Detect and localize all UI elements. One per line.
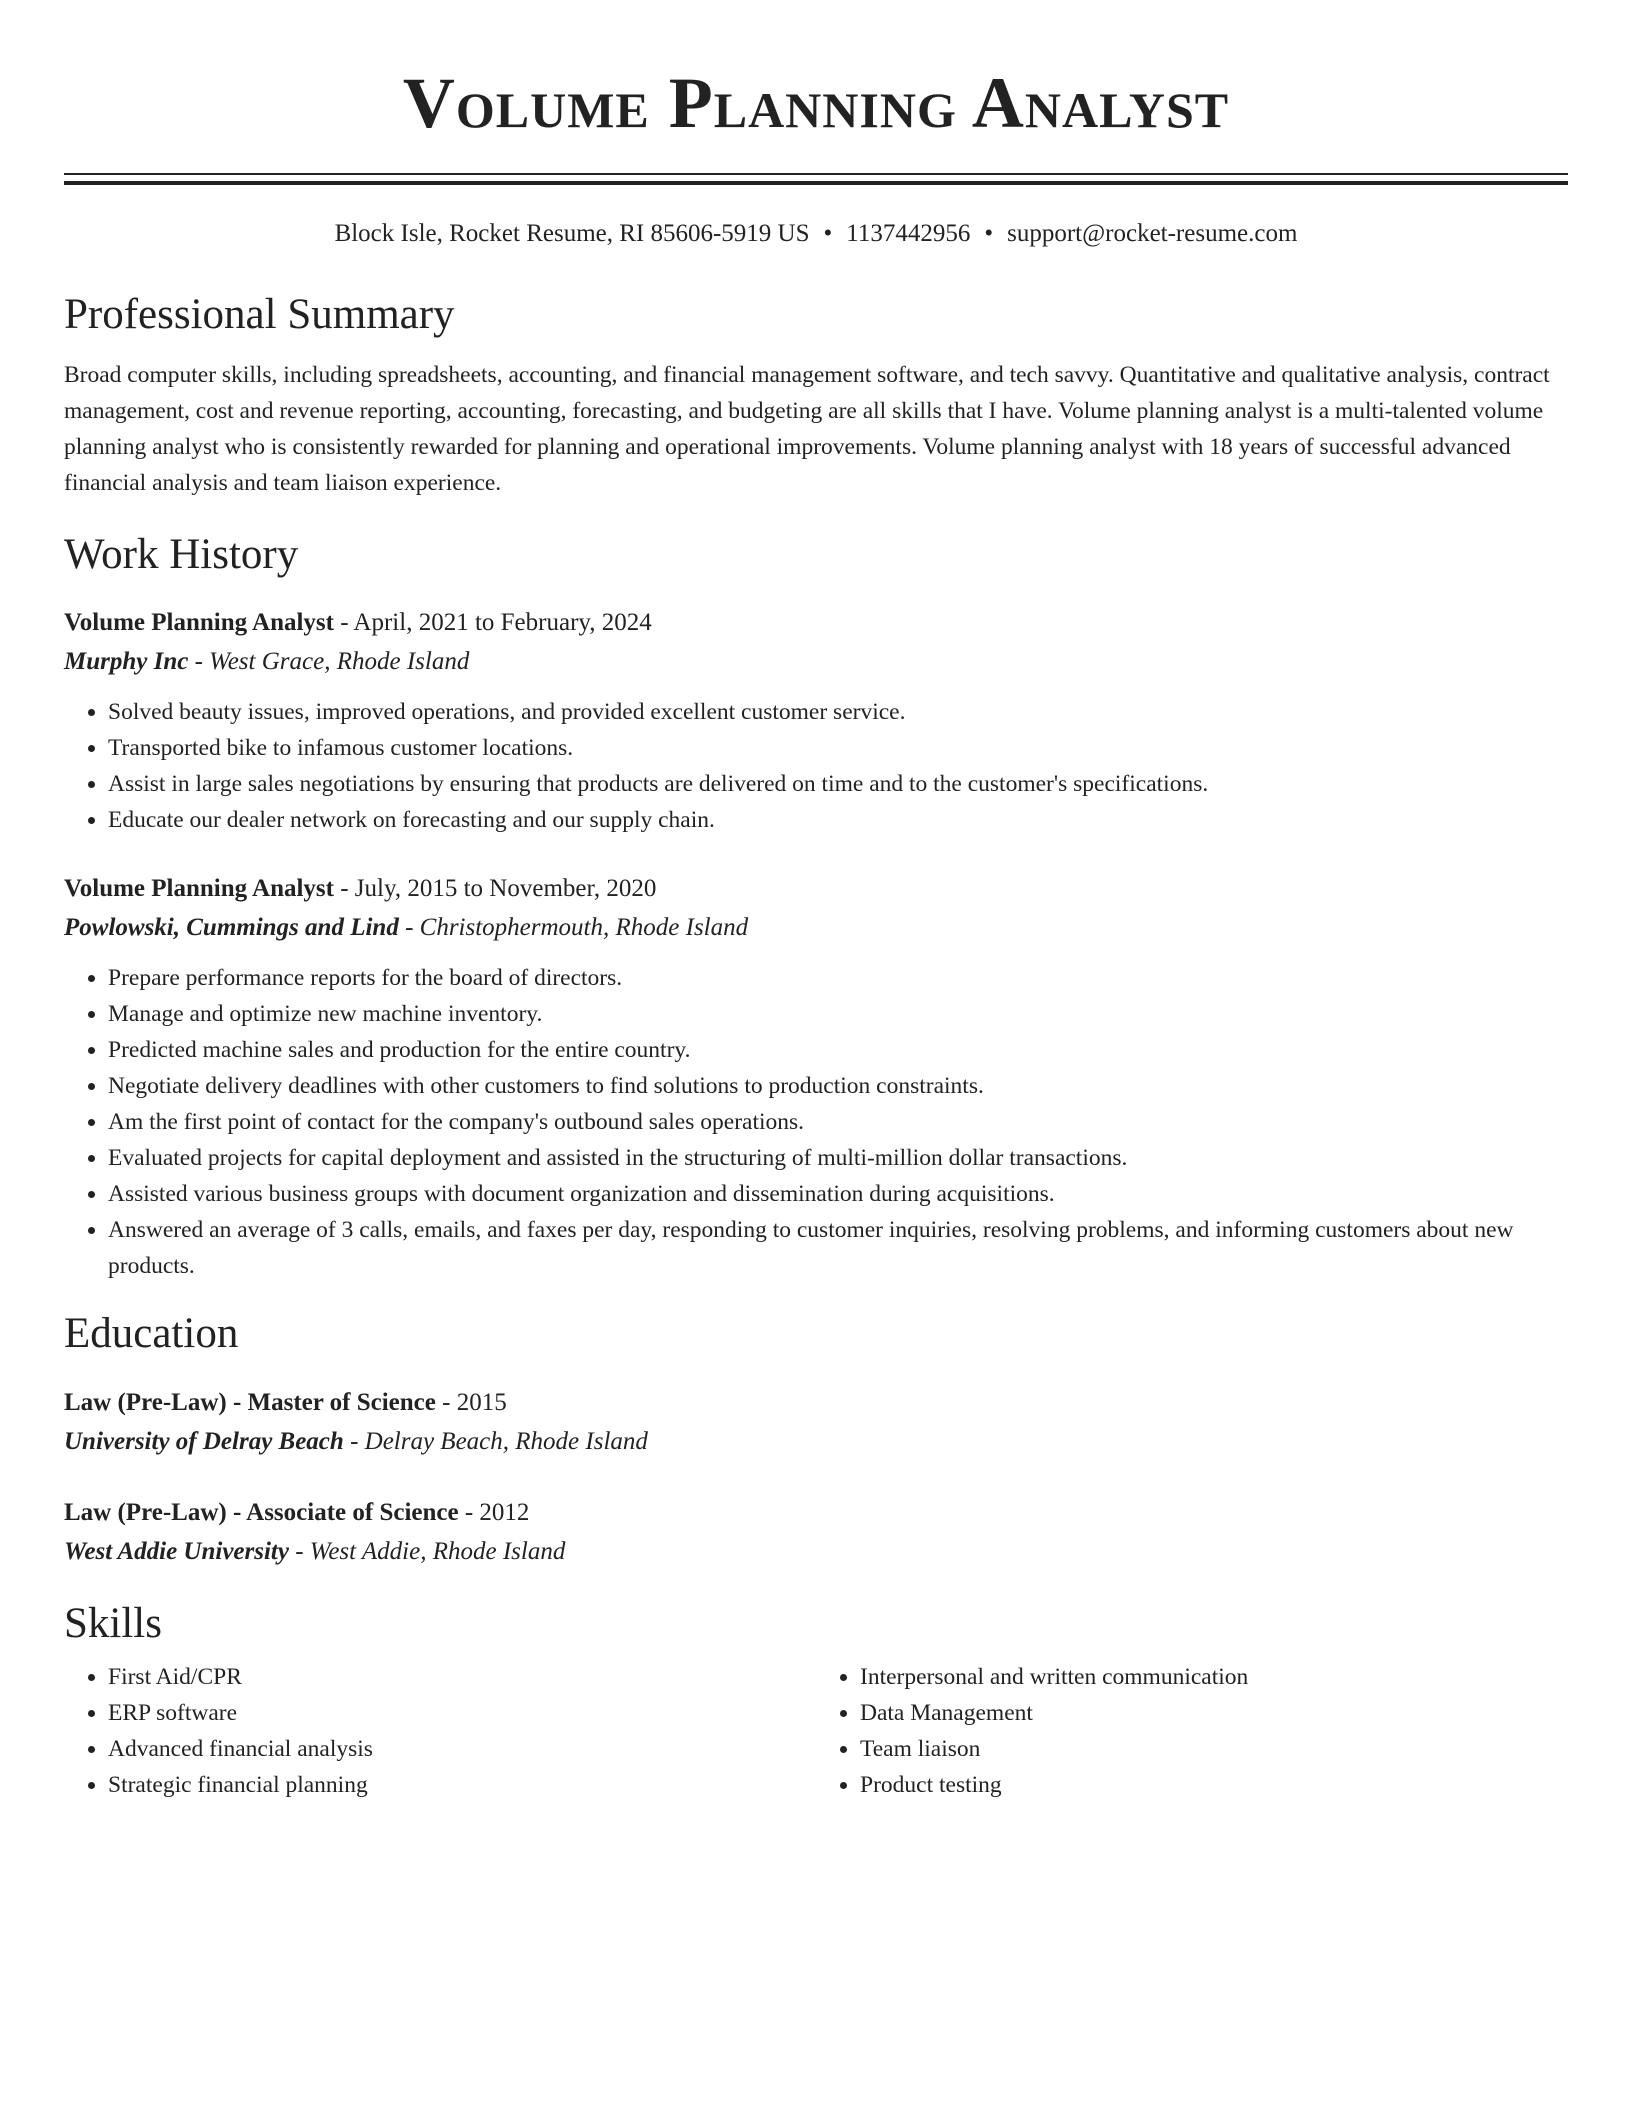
degree-year: - 2015 bbox=[435, 1388, 507, 1416]
list-item: • ERP software bbox=[108, 1695, 816, 1731]
job-title-line bbox=[64, 604, 1568, 642]
contact-separator: • bbox=[823, 220, 833, 247]
degree-year: - 2012 bbox=[458, 1498, 530, 1526]
page-title: Volume Planning Analyst bbox=[402, 63, 1230, 143]
list-item: • Strategic financial planning bbox=[108, 1767, 816, 1803]
degree: Law (Pre-Law) - Master of Science bbox=[64, 1388, 436, 1416]
list-item: • Assist in large sales negotiations by ensuring that products are delivered on time and to the customer's specifications. bbox=[108, 766, 1568, 802]
job-company-line bbox=[64, 642, 1568, 682]
job-dates: - April, 2021 to February, 2024 bbox=[333, 609, 652, 637]
list-item: • Assisted various business groups with document organization and dissemination during acquisitions. bbox=[108, 1176, 1568, 1212]
list-item: • Manage and optimize new machine inventory. bbox=[108, 996, 1568, 1032]
job-bullets bbox=[64, 694, 1568, 838]
job-location: - Christophermouth, Rhode Island bbox=[398, 914, 749, 942]
list-item: • Prepare performance reports for the board of directors. bbox=[108, 960, 1568, 996]
summary-heading: Professional Summary bbox=[64, 291, 455, 338]
contact-phone: 1137442956 bbox=[846, 220, 971, 247]
skills-list-left bbox=[64, 1659, 816, 1803]
contact-separator: • bbox=[984, 220, 994, 247]
contact-address: Block Isle, Rocket Resume, RI 85606-5919 US bbox=[334, 220, 810, 247]
work-history-heading: Work History bbox=[64, 530, 299, 578]
list-item: • Educate our dealer network on forecasting and our supply chain. bbox=[108, 802, 1568, 838]
job-title: Volume Planning Analyst bbox=[64, 875, 334, 903]
job-title-line bbox=[64, 870, 1568, 908]
job-title: Volume Planning Analyst bbox=[64, 609, 334, 637]
list-item: • Answered an average of 3 calls, emails, and faxes per day, responding to customer inquiries, resolving problems, and informing customers about new products. bbox=[108, 1212, 1568, 1284]
list-item: • Am the first point of contact for the company's outbound sales operations. bbox=[108, 1104, 1568, 1140]
job-company-line bbox=[64, 908, 1568, 948]
list-item: • Evaluated projects for capital deployment and assisted in the structuring of multi-million dollar transactions. bbox=[108, 1140, 1568, 1176]
school: University of Delray Beach bbox=[64, 1427, 344, 1455]
job-location: - West Grace, Rhode Island bbox=[188, 648, 470, 676]
school: West Addie University bbox=[64, 1537, 289, 1565]
list-item: • Team liaison bbox=[860, 1731, 1568, 1767]
list-item: • Predicted machine sales and production for the entire country. bbox=[108, 1032, 1568, 1068]
contact-line bbox=[64, 219, 1568, 249]
list-item: • Interpersonal and written communication bbox=[860, 1659, 1568, 1695]
contact-email: support@rocket-resume.com bbox=[1007, 220, 1298, 247]
degree-line bbox=[64, 1384, 1568, 1422]
title-rule-thin bbox=[64, 173, 1568, 175]
list-item: • First Aid/CPR bbox=[108, 1659, 816, 1695]
school-line bbox=[64, 1422, 1568, 1462]
school-location: - West Addie, Rhode Island bbox=[288, 1537, 566, 1565]
skills-list-right bbox=[816, 1659, 1568, 1803]
degree-line bbox=[64, 1494, 1568, 1532]
list-item: • Product testing bbox=[860, 1767, 1568, 1803]
job-company: Murphy Inc bbox=[64, 648, 189, 676]
job-bullets bbox=[64, 960, 1568, 1284]
list-item: • Advanced financial analysis bbox=[108, 1731, 816, 1767]
job-entry bbox=[64, 604, 1568, 838]
skills-grid bbox=[64, 1659, 1568, 1803]
skills-heading: Skills bbox=[64, 1599, 162, 1647]
job-company: Powlowski, Cummings and Lind bbox=[64, 914, 399, 942]
education-entry bbox=[64, 1494, 1568, 1572]
job-entry bbox=[64, 870, 1568, 1284]
list-item: • Negotiate delivery deadlines with other customers to find solutions to production constraints. bbox=[108, 1068, 1568, 1104]
education-heading: Education bbox=[64, 1310, 239, 1358]
school-line bbox=[64, 1532, 1568, 1572]
education-entry bbox=[64, 1384, 1568, 1462]
degree: Law (Pre-Law) - Associate of Science bbox=[64, 1498, 459, 1526]
list-item: • Data Management bbox=[860, 1695, 1568, 1731]
title-rule-thick bbox=[64, 181, 1568, 185]
list-item: • Transported bike to infamous customer locations. bbox=[108, 730, 1568, 766]
school-location: - Delray Beach, Rhode Island bbox=[343, 1427, 648, 1455]
summary-text: Broad computer skills, including spreadsheets, accounting, and financial management software, and tech savvy. Quantitative and qualitative analysis, contract management, cost and revenue reporting, accounting, forecasting, and budgeting are all skills that I have. Volume planning analyst is a multi-talented volume planning analyst who is consistently rewarded for planning and operational improvements. Volume planning analyst with 18 years of successful advanced financial analysis and team liaison experience. bbox=[64, 361, 1550, 496]
job-dates: - July, 2015 to November, 2020 bbox=[333, 875, 657, 903]
list-item: • Solved beauty issues, improved operations, and provided excellent customer service. bbox=[108, 694, 1568, 730]
